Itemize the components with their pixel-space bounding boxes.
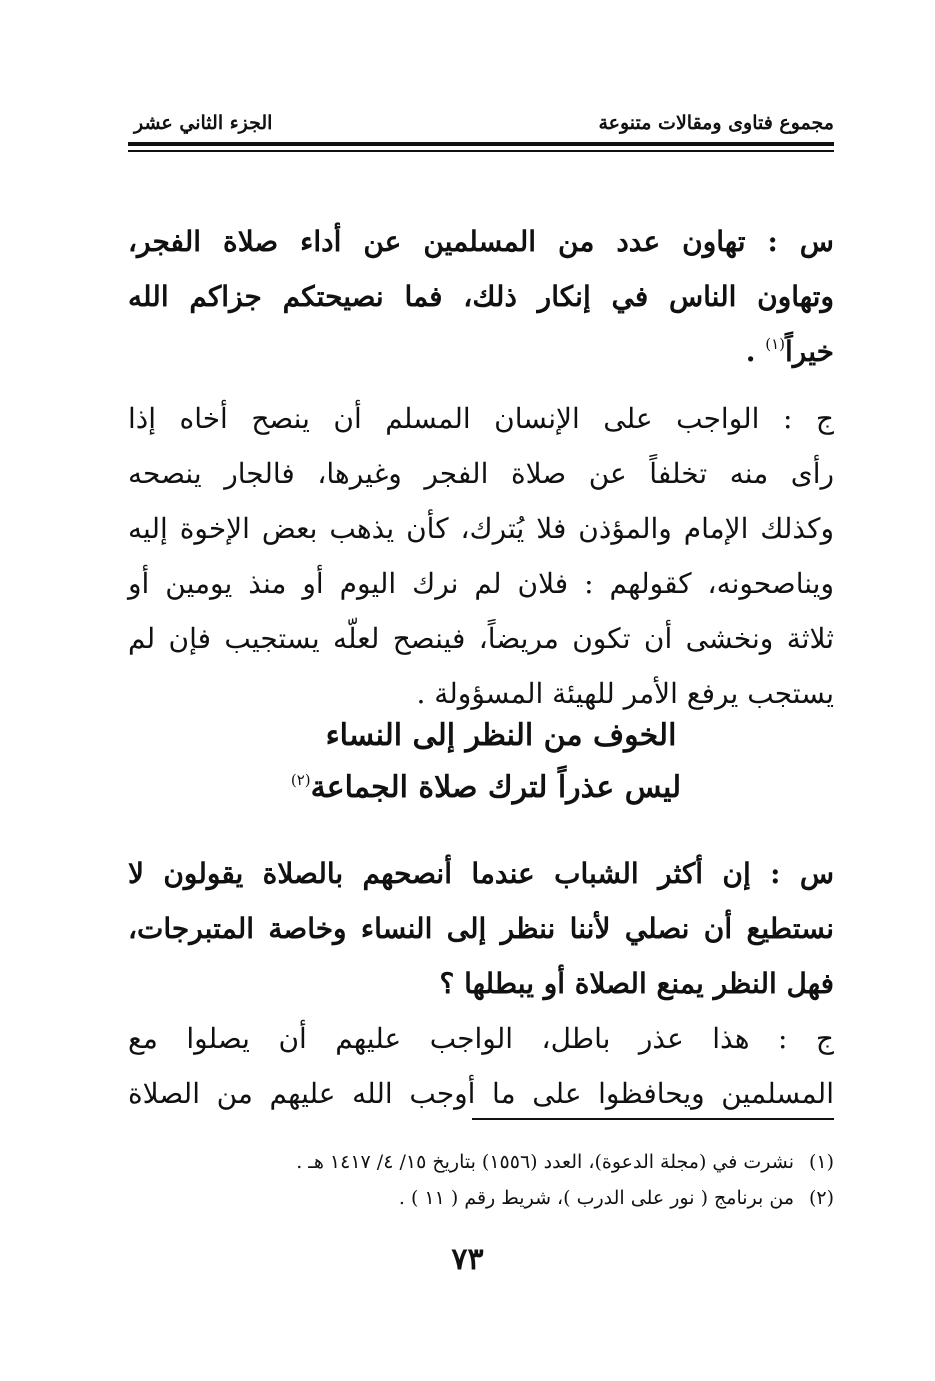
question-1-line: س : تهاون عدد من المسلمين عن أداء صلاة الفجر، [128, 225, 834, 258]
header-divider [128, 142, 834, 156]
header-rule-thick [128, 142, 834, 146]
answer-1-line: وكذلك الإمام والمؤذن فلا يُترك، كأن يذهب بعض الإخوة إليه [128, 512, 834, 545]
question-1-line-text: خيراً [785, 335, 834, 368]
answer-1-line: ويناصحونه، كقولهم : فلان لم نرك اليوم أو منذ يومين أو [128, 567, 834, 600]
heading-line-2 [128, 762, 834, 814]
book-title: مجموع فتاوى ومقالات متنوعة [598, 112, 834, 134]
header-rule-thin [128, 150, 834, 152]
answer-1-line: رأى منه تخلفاً عن صلاة الفجر وغيرها، فالجار ينصحه [128, 457, 834, 490]
main-text-upper [128, 214, 834, 721]
section-heading [128, 710, 834, 814]
volume-label: الجزء الثاني عشر [134, 112, 273, 134]
question-1-line: وتهاون الناس في إنكار ذلك، فما نصيحتكم جزاكم الله [128, 280, 834, 313]
footnotes [128, 1144, 834, 1216]
question-1-line [128, 324, 834, 379]
question-2-line: نستطيع أن نصلي لأننا ننظر إلى النساء وخاصة المتبرجات، [128, 912, 834, 945]
answer-1-line: ج : الواجب على الإنسان المسلم أن ينصح أخاه إذا [128, 402, 834, 435]
answer-2-line: المسلمين ويحافظوا على ما أوجب الله عليهم من الصلاة [128, 1077, 834, 1110]
footnote-2-number: (٢) [808, 1187, 834, 1209]
page-number: ٧٣ [451, 1242, 484, 1277]
footnote-divider [472, 1118, 834, 1120]
answer-1-line: ثلاثة ونخشى أن تكون مريضاً، فينصح لعلّه يستجيب فإن لم [128, 622, 834, 655]
footnote-1-number: (١) [808, 1151, 834, 1173]
footnote-ref-1: (١) [765, 335, 785, 353]
question-1-end: . [745, 335, 766, 368]
footnote-ref-2: (٢) [290, 771, 311, 789]
main-text-lower [128, 846, 834, 1121]
answer-2-line: ج : هذا عذر باطل، الواجب عليهم أن يصلوا مع [128, 1022, 834, 1055]
question-2-line: فهل النظر يمنع الصلاة أو يبطلها ؟ [439, 967, 834, 1000]
answer-1-line: يستجب يرفع الأمر للهيئة المسؤولة . [416, 677, 834, 710]
footnote-2 [128, 1180, 834, 1216]
running-header [128, 112, 834, 142]
footnote-1-text: نشرت في (مجلة الدعوة)، العدد (١٥٥٦) بتاريخ ١٥/ ٤/ ١٤١٧ هـ . [296, 1151, 794, 1173]
footnote-1 [128, 1144, 834, 1180]
heading-line-2-text: ليس عذراً لترك صلاة الجماعة [310, 770, 682, 805]
heading-line-1: الخوف من النظر إلى النساء [325, 718, 677, 753]
footnote-2-text: من برنامج ( نور على الدرب )، شريط رقم ( ١١ ) . [398, 1187, 794, 1209]
question-2-line: س : إن أكثر الشباب عندما أنصحهم بالصلاة يقولون لا [128, 857, 834, 890]
